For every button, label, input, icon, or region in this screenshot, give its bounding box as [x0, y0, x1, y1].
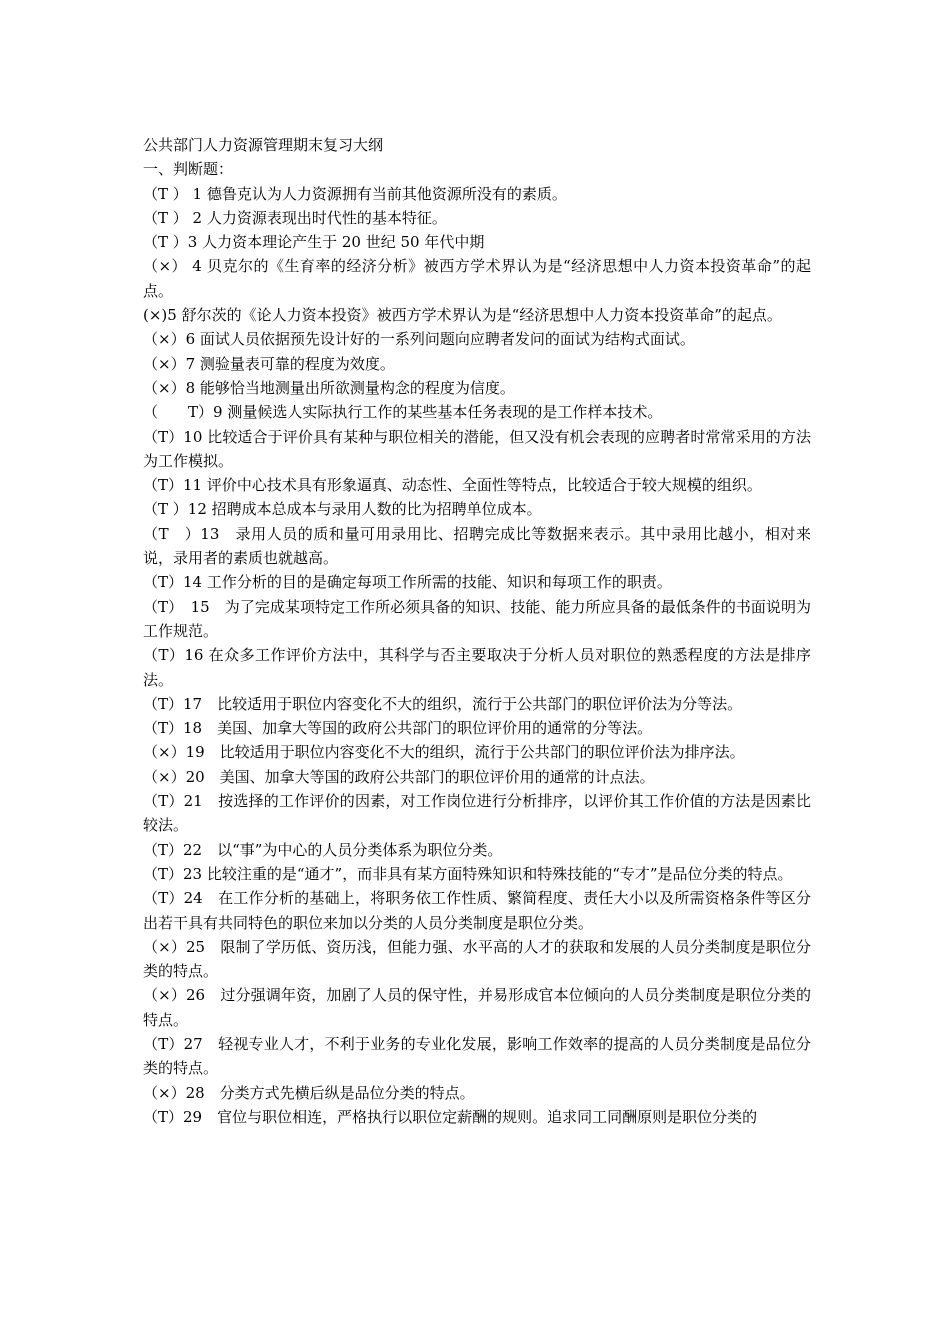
- question-item: （×）25 限制了学历低、资历浅，但能力强、水平高的人才的获取和发展的人员分类制度是职位分类的特点。: [143, 937, 811, 981]
- question-item: （T ） 1 德鲁克认为人力资源拥有当前其他资源所没有的素质。: [143, 184, 567, 203]
- question-item: （T）18 美国、加拿大等国的政府公共部门的职位评价用的通常的分等法。: [143, 719, 653, 738]
- question-item: （T）17 比较适用于职位内容变化不大的组织，流行于公共部门的职位评价法为分等法。: [143, 694, 743, 713]
- question-item: （T ）13 录用人员的质和量可用录用比、招聘完成比等数据来表示。其中录用比越小，相对来说，录用者的素质也就越高。: [143, 524, 811, 568]
- question-item: （×）19 比较适用于职位内容变化不大的组织，流行于公共部门的职位评价法为排序法。: [143, 743, 745, 762]
- question-item: （T ） 2 人力资源表现出时代性的基本特征。: [143, 208, 447, 227]
- document-body: [143, 133, 811, 1129]
- question-item: （T）11 评价中心技术具有形象逼真、动态性、全面性等特点，比较适合于较大规模的组织。: [143, 476, 762, 495]
- question-item: （×） 4 贝克尔的《生育率的经济分析》被西方学术界认为是“经济思想中人力资本投资革命”的起点。: [143, 257, 811, 300]
- section-heading: 一、判断题：: [143, 160, 234, 179]
- question-item: （×）20 美国、加拿大等国的政府公共部门的职位评价用的通常的计点法。: [143, 767, 655, 786]
- question-item: （T）10 比较适合于评价具有某种与职位相关的潜能，但又没有机会表现的应聘者时常常采用的方法为工作模拟。: [143, 427, 811, 470]
- question-item: （T）24 在工作分析的基础上，将职务依工作性质、繁简程度、责任大小以及所需资格条件等区分出若干具有共同特色的职位来加以分类的人员分类制度是职位分类。: [143, 889, 811, 932]
- question-item: （T）23 比较注重的是“通才”，而非具有某方面特殊知识和特殊技能的“专才”是品位分类的特点。: [143, 864, 793, 883]
- question-item: （T ）12 招聘成本总成本与录用人数的比为招聘单位成本。: [143, 500, 542, 519]
- question-item: （ T）9 测量候选人实际执行工作的某些基本任务表现的是工作样本技术。: [143, 403, 663, 422]
- question-item: （×）28 分类方式先横后纵是品位分类的特点。: [143, 1083, 475, 1102]
- question-item: （T）16 在众多工作评价方法中，其科学与否主要取决于分析人员对职位的熟悉程度的方法是排序法。: [143, 646, 811, 689]
- question-item: （T）27 轻视专业人才，不利于业务的专业化发展，影响工作效率的提高的人员分类制度是品位分类的特点。: [143, 1034, 811, 1078]
- question-item: （T）22 以“事”为中心的人员分类体系为职位分类。: [143, 840, 503, 859]
- question-item: （T）14 工作分析的目的是确定每项工作所需的技能、知识和每项工作的职责。: [143, 573, 672, 592]
- question-item: （×）6 面试人员依据预先设计好的一系列问题向应聘者发问的面试为结构式面试。: [143, 330, 695, 349]
- question-item: （T ）3 人力资本理论产生于 20 世纪 50 年代中期: [143, 233, 485, 252]
- question-item: （×）26 过分强调年资，加剧了人员的保守性，并易形成官本位倾向的人员分类制度是职位分类的特点。: [143, 986, 811, 1029]
- question-item: （T）21 按选择的工作评价的因素，对工作岗位进行分析排序，以评价其工作价值的方法是因素比较法。: [143, 792, 811, 835]
- question-item: （T） 15 为了完成某项特定工作所必须具备的知识、技能、能力所应具备的最低条件的书面说明为工作规范。: [143, 597, 811, 640]
- question-item: （×）7 测验量表可靠的程度为效度。: [143, 354, 395, 373]
- question-item: （T）29 官位与职位相连，严格执行以职位定薪酬的规则。追求同工同酬原则是职位分类的: [143, 1107, 758, 1126]
- document-title: 公共部门人力资源管理期末复习大纲: [143, 136, 384, 154]
- question-item: (×)5 舒尔茨的《论人力资本投资》被西方学术界认为是“经济思想中人力资本投资革命”的起点。: [143, 306, 782, 325]
- question-item: （×）8 能够恰当地测量出所欲测量构念的程度为信度。: [143, 378, 515, 397]
